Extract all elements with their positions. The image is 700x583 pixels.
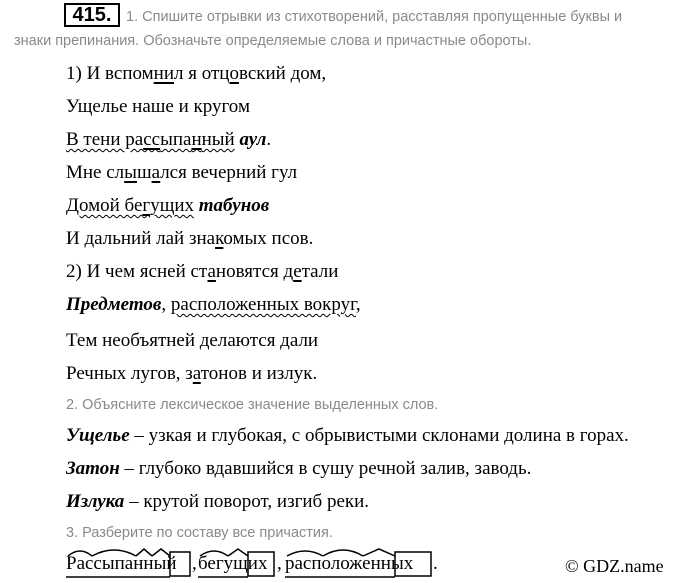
defined-word: табунов: [198, 195, 270, 216]
definition-2: Затон – глубоко вдавшийся в сушу речной залив, заводь.: [66, 458, 532, 479]
exercise-number: 415.: [64, 3, 120, 27]
poem-line-8: Предметов, расположенных вокруг,: [66, 294, 361, 315]
definition-1: Ущелье – узкая и глубокая, с обрывистыми склонами долина в горах.: [66, 425, 629, 446]
separator-3: .: [433, 553, 438, 574]
defined-word: Предметов: [66, 294, 162, 315]
poem-line-9: Тем необъятней делаются дали: [66, 330, 319, 351]
poem-line-3: В тени рассыпанный аул.: [66, 129, 272, 150]
poem-line-5: Домой бегущих табунов: [66, 195, 270, 216]
task-1-line-1: 1. Спишите отрывки из стихотворений, расставляя пропущенные буквы и: [126, 9, 623, 25]
participle-phrase: расположенных вокруг: [170, 294, 356, 315]
defined-word: аул: [239, 129, 267, 150]
poem-line-7: 2) И чем ясней становятся детали: [66, 261, 339, 282]
watermark: © GDZ.name: [565, 556, 664, 576]
separator-2: ,: [277, 553, 282, 574]
task-1-line-2: знаки препинания. Обозначьте определяемые слова и причастные обороты.: [14, 33, 532, 49]
definition-3: Излука – крутой поворот, изгиб реки.: [66, 491, 370, 512]
morpheme-word-3: расположенных: [285, 548, 433, 578]
task-2: 2. Объясните лексическое значение выделенных слов.: [66, 397, 439, 413]
poem-line-10: Речных лугов, затонов и излук.: [66, 363, 318, 384]
poem-line-4: Мне слышался вечерний гул: [66, 162, 298, 183]
morpheme-word-1: Рассыпанный: [66, 548, 192, 578]
poem-line-6: И дальний лай знакомых псов.: [66, 228, 314, 249]
poem-line-1: 1) И вспомнил я отцовский дом,: [66, 63, 327, 84]
task-3: 3. Разберите по составу все причастия.: [66, 525, 333, 541]
separator-1: ,: [192, 553, 197, 574]
poem-line-2: Ущелье наше и кругом: [66, 96, 250, 117]
morpheme-word-2: бегущих: [198, 548, 276, 578]
